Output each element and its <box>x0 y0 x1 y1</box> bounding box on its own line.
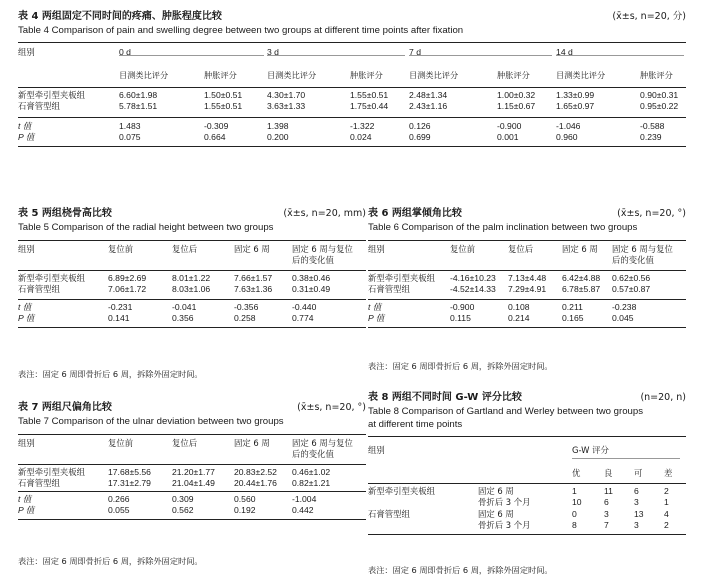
table-cell: 0.664 <box>204 132 226 143</box>
table-cell: 6.60±1.98 <box>119 89 158 100</box>
table-row <box>368 284 686 296</box>
table-cell: 0.001 <box>497 132 519 143</box>
table-cell: 7.66±1.57 <box>234 272 273 283</box>
table-4-swell-header: 肿胀评分 <box>350 69 383 80</box>
table-cell: 0.562 <box>172 505 194 516</box>
table-row <box>18 121 686 133</box>
table-4-swell-header: 肿胀评分 <box>204 69 237 80</box>
table-cell: -0.356 <box>234 301 259 312</box>
table-cell: -0.309 <box>204 120 229 131</box>
table-cell: 20.83±2.52 <box>234 466 277 477</box>
table-cell: 0.62±0.56 <box>612 272 651 283</box>
table-row <box>18 90 686 102</box>
table-5-header-col: 固定 6 周 <box>234 243 270 254</box>
table-4-title: 表 4 两组固定不同时间的疼痛、肿胀程度比较 <box>18 11 222 22</box>
table-7-title: 表 7 两组尺偏角比较 <box>18 402 112 413</box>
table-row <box>368 509 686 521</box>
table-8-title: 表 8 两组不同时间 G-W 评分比较 <box>368 392 522 403</box>
table-cell: -0.588 <box>640 120 665 131</box>
table-6-header-col-2: 后的变化值 <box>612 255 654 266</box>
table-4-swell-header: 肿胀评分 <box>497 69 530 80</box>
table-cell: 1.50±0.51 <box>204 89 243 100</box>
table-cell: 1.33±0.99 <box>556 89 595 100</box>
table-6-header-col: 固定 6 周 <box>562 243 598 254</box>
table-4-time-1: 3 d <box>267 46 279 57</box>
table-row <box>18 132 686 144</box>
row-label: 新型牵引型夹板组 <box>18 272 85 283</box>
table-cell: 11 <box>604 485 613 496</box>
table-6-footnote: 表注：固定 6 周即骨折后 6 周，拆除外固定时间。 <box>368 361 553 371</box>
table-cell: 2.43±1.16 <box>409 101 448 112</box>
table-8-stat-note: (n=20, n) <box>640 392 686 403</box>
table-cell: 0.115 <box>450 313 471 324</box>
row-label: t 值 <box>368 301 382 312</box>
table-7-header-col: 复位后 <box>172 437 198 448</box>
table-7-header-col: 固定 6 周与复位 <box>292 437 353 448</box>
table-cell: 8.01±1.22 <box>172 272 211 283</box>
table-row <box>18 494 366 506</box>
table-6-title: 表 6 两组掌倾角比较 <box>368 208 462 219</box>
table-cell: 0.075 <box>119 132 141 143</box>
table-cell: 0.560 <box>234 493 256 504</box>
table-4-grid <box>18 47 686 144</box>
table-cell: 7.29±4.91 <box>508 284 547 295</box>
table-7-title-en: Table 7 Comparison of the ulnar deviation between two groups <box>18 416 284 427</box>
table-4-vas-header: 目测类比评分 <box>556 69 606 80</box>
table-cell: 0.31±0.49 <box>292 284 331 295</box>
table-4-time-3: 14 d <box>556 46 573 57</box>
table-cell: 7 <box>604 520 609 531</box>
table-5-title: 表 5 两组桡骨高比较 <box>18 208 112 219</box>
table-6-header-col: 复位前 <box>450 243 476 254</box>
table-5-header-col: 复位后 <box>172 243 198 254</box>
table-row <box>18 478 366 490</box>
row-label: 新型牵引型夹板组 <box>18 466 85 477</box>
table-cell: 7.06±1.72 <box>108 284 147 295</box>
table-cell: 1 <box>664 497 669 508</box>
table-6-stat-note: (x̄±s, n=20, °) <box>617 208 686 219</box>
row-label: 石膏管型组 <box>368 508 410 519</box>
table-8-level: 优 <box>572 468 581 479</box>
row-label: P 值 <box>18 505 35 516</box>
table-8-level: 差 <box>664 468 673 479</box>
row-label: 石膏管型组 <box>368 284 410 295</box>
table-cell: 0.045 <box>612 313 634 324</box>
table-cell: -0.900 <box>450 301 475 312</box>
table-cell: 0.774 <box>292 313 314 324</box>
row-label <box>368 497 478 509</box>
row-time: 固定 6 周 <box>478 508 514 519</box>
table-cell: 0.024 <box>350 132 372 143</box>
table-cell: 7.63±1.36 <box>234 284 273 295</box>
table-row <box>18 505 366 517</box>
table-4-stat-note: (x̄±s, n=20, 分) <box>612 11 686 22</box>
row-label: 石膏管型组 <box>18 101 60 112</box>
table-7 <box>18 402 366 566</box>
table-cell: 0.442 <box>292 505 314 516</box>
table-row <box>368 302 686 314</box>
table-cell: -4.16±10.23 <box>450 272 496 283</box>
table-5-header-group: 组别 <box>18 243 35 254</box>
table-6-grid <box>368 244 686 325</box>
table-cell: 4 <box>664 508 669 519</box>
table-cell: 6 <box>604 497 609 508</box>
table-cell: 0.95±0.22 <box>640 101 679 112</box>
table-7-header-col: 复位前 <box>108 437 134 448</box>
table-6-header-col: 固定 6 周与复位 <box>612 243 673 254</box>
table-cell: 6.42±4.88 <box>562 272 601 283</box>
table-cell: 5.78±1.51 <box>119 101 158 112</box>
table-row <box>368 497 686 509</box>
table-cell: 6 <box>634 485 639 496</box>
table-cell: 0.266 <box>108 493 130 504</box>
table-row <box>18 273 366 285</box>
row-label: t 值 <box>18 120 32 131</box>
table-cell: 4.30±1.70 <box>267 89 306 100</box>
table-cell: -0.231 <box>108 301 133 312</box>
table-cell: 7.13±4.48 <box>508 272 547 283</box>
table-4-vas-header: 目测类比评分 <box>119 69 169 80</box>
table-row <box>368 486 686 498</box>
table-4-title-en: Table 4 Comparison of pain and swelling degree between two groups at different time points after fixation <box>18 25 464 36</box>
table-4 <box>18 12 686 147</box>
row-label: t 值 <box>18 301 32 312</box>
table-row <box>18 313 366 325</box>
table-5-footnote: 表注：固定 6 周即骨折后 6 周，拆除外固定时间。 <box>18 369 203 379</box>
table-cell: 8 <box>572 520 577 531</box>
row-label: 石膏管型组 <box>18 284 60 295</box>
table-cell: 1.00±0.32 <box>497 89 536 100</box>
row-label: 新型牵引型夹板组 <box>18 89 85 100</box>
table-cell: 0.141 <box>108 313 130 324</box>
table-cell: -0.900 <box>497 120 522 131</box>
table-6-header-group: 组别 <box>368 243 385 254</box>
table-8-group-header: 组别 <box>368 445 385 456</box>
table-cell: 17.68±5.56 <box>108 466 151 477</box>
row-time: 骨折后 3 个月 <box>478 520 531 531</box>
table-cell: -1.046 <box>556 120 581 131</box>
table-cell: 0.126 <box>409 120 431 131</box>
table-cell: -0.238 <box>612 301 637 312</box>
table-cell: 1.398 <box>267 120 289 131</box>
table-7-grid <box>18 438 366 517</box>
table-cell: 0.258 <box>234 313 256 324</box>
table-cell: 21.20±1.77 <box>172 466 215 477</box>
table-cell: 1.55±0.51 <box>350 89 389 100</box>
table-cell: -1.322 <box>350 120 375 131</box>
table-8-grid <box>368 445 686 532</box>
table-cell: 1.15±0.67 <box>497 101 536 112</box>
table-8-gw-header: G-W 评分 <box>572 445 609 456</box>
table-cell: -1.004 <box>292 493 317 504</box>
table-cell: 1.483 <box>119 120 141 131</box>
table-cell: 0.960 <box>556 132 578 143</box>
table-4-group-header: 组别 <box>18 46 35 57</box>
table-8-title-en-2: at different time points <box>368 418 463 430</box>
table-cell: 2.48±1.34 <box>409 89 448 100</box>
table-6 <box>368 208 686 371</box>
table-cell: 0 <box>572 508 577 519</box>
row-time: 固定 6 周 <box>478 485 514 496</box>
row-time: 骨折后 3 个月 <box>478 497 531 508</box>
table-4-vas-header: 目测类比评分 <box>409 69 459 80</box>
table-row <box>368 273 686 285</box>
table-cell: -0.041 <box>172 301 197 312</box>
table-cell: 1.75±0.44 <box>350 101 389 112</box>
table-cell: 0.200 <box>267 132 289 143</box>
table-4-vas-header: 目测类比评分 <box>267 69 317 80</box>
row-label: t 值 <box>18 493 32 504</box>
table-cell: 6.89±2.69 <box>108 272 147 283</box>
table-5-stat-note: (x̄±s, n=20, mm) <box>283 208 366 219</box>
table-7-header-col-2: 后的变化值 <box>292 449 334 460</box>
table-7-footnote: 表注：固定 6 周即骨折后 6 周，拆除外固定时间。 <box>18 556 203 566</box>
table-cell: 3 <box>604 508 609 519</box>
table-cell: 6.78±5.87 <box>562 284 601 295</box>
table-6-header-col: 复位后 <box>508 243 534 254</box>
table-cell: 0.309 <box>172 493 194 504</box>
table-cell: 0.055 <box>108 505 130 516</box>
table-4-swell-header: 肿胀评分 <box>640 69 673 80</box>
table-5-header-col-2: 后的变化值 <box>292 255 334 266</box>
table-cell: 0.90±0.31 <box>640 89 679 100</box>
row-label <box>368 520 478 532</box>
table-row <box>18 101 686 113</box>
table-row <box>18 467 366 479</box>
table-5-grid <box>18 244 366 325</box>
table-5 <box>18 208 366 379</box>
table-8 <box>368 392 686 575</box>
table-cell: 0.57±0.87 <box>612 284 651 295</box>
table-row <box>18 284 366 296</box>
row-label: P 值 <box>18 132 35 143</box>
table-cell: 0.165 <box>562 313 584 324</box>
row-label: 新型牵引型夹板组 <box>368 272 435 283</box>
table-cell: 1.65±0.97 <box>556 101 595 112</box>
table-cell: 0.46±1.02 <box>292 466 331 477</box>
table-5-title-en: Table 5 Comparison of the radial height between two groups <box>18 222 274 233</box>
table-cell: 20.44±1.76 <box>234 478 277 489</box>
table-7-header-col: 固定 6 周 <box>234 437 270 448</box>
table-cell: 10 <box>572 497 582 508</box>
table-cell: 0.108 <box>508 301 530 312</box>
table-cell: 0.699 <box>409 132 431 143</box>
table-cell: 0.192 <box>234 505 256 516</box>
row-label: 新型牵引型夹板组 <box>368 485 435 496</box>
table-8-footnote: 表注：固定 6 周即骨折后 6 周，拆除外固定时间。 <box>368 565 553 575</box>
table-5-header-col: 复位前 <box>108 243 134 254</box>
table-cell: 2 <box>664 520 669 531</box>
table-7-header-group: 组别 <box>18 437 35 448</box>
table-cell: 0.82±1.21 <box>292 478 331 489</box>
table-cell: 0.356 <box>172 313 194 324</box>
table-cell: 8.03±1.06 <box>172 284 211 295</box>
table-8-level: 可 <box>634 468 643 479</box>
table-cell: 3 <box>634 520 639 531</box>
table-cell: 13 <box>634 508 644 519</box>
table-cell: 0.214 <box>508 313 530 324</box>
table-4-time-2: 7 d <box>409 46 421 57</box>
table-cell: 2 <box>664 485 669 496</box>
table-cell: 1 <box>572 485 577 496</box>
table-cell: 1.55±0.51 <box>204 101 243 112</box>
row-label: P 值 <box>18 313 35 324</box>
table-8-title-en: Table 8 Comparison of Gartland and Werley between two groups <box>368 406 643 417</box>
table-cell: -0.440 <box>292 301 317 312</box>
table-cell: 0.38±0.46 <box>292 272 331 283</box>
table-row <box>368 520 686 532</box>
table-row <box>18 302 366 314</box>
table-cell: -4.52±14.33 <box>450 284 496 295</box>
table-7-stat-note: (x̄±s, n=20, °) <box>297 402 366 413</box>
table-5-header-col: 固定 6 周与复位 <box>292 243 353 254</box>
row-label: 石膏管型组 <box>18 478 60 489</box>
table-8-level: 良 <box>604 468 613 479</box>
table-cell: 3.63±1.33 <box>267 101 306 112</box>
table-row <box>368 313 686 325</box>
table-cell: 0.211 <box>562 301 583 312</box>
table-cell: 0.239 <box>640 132 662 143</box>
table-6-title-en: Table 6 Comparison of the palm inclination between two groups <box>368 222 638 233</box>
table-cell: 3 <box>634 497 639 508</box>
row-label: P 值 <box>368 313 385 324</box>
table-4-time-0: 0 d <box>119 46 131 57</box>
table-cell: 17.31±2.79 <box>108 478 151 489</box>
table-cell: 21.04±1.49 <box>172 478 215 489</box>
